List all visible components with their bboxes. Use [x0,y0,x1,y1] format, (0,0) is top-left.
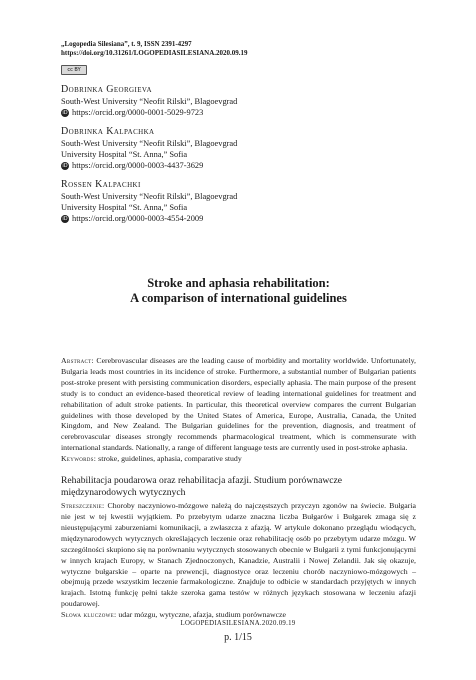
abstract-label: Abstract: [61,356,95,365]
orcid-icon: iD [62,162,68,169]
title-line-1: Stroke and aphasia rehabilitation: [147,276,330,290]
orcid-row [61,160,416,171]
streszczenie-text: Choroby naczyniowo-mózgowe należą do najczęstszych przyczyn zgonów na świecie. Bułgaria nie jest w tej kwestii wyjątkiem. Po przebytym udarze znaczna liczba Bułgarów i Bułgarek zmaga się z nieustępującymi zaburzeniami komunikacji, a zwłaszcza z afazją. W artykule dokonano przeglądu wiodących, międzynarodowych wytycznych określających leczenie oraz rehabilitację osób po przebytym udarze mózgu. W szczególności skupiono się na porównaniu wytycznych stosowanych obecnie w Bułgarii z tymi funkcjonującymi w innych krajach Europy, w Stanach Zjednoczonych, Kanadzie, Australii i Nowej Zelandii. Jak się okazuje, wytyczne bułgarskie – oparte na prewencji, diagnostyce oraz leczeniu chorób naczyniowo-mózgowych – obejmują przede wszystkim leczenie farmakologiczne. Znajduje to odbicie w standardach przyjętych w innych krajach. Istotną funkcję pełni także szeroka gama testów w różnych językach stosowana w leczeniu afazji poudarowej. [61,501,416,609]
orcid-row [61,107,416,118]
doi-link[interactable]: https://doi.org/10.31261/LOGOPEDIASILESIANA.2020.09.19 [61,49,248,57]
abstract-en [61,356,416,465]
orcid-row [61,213,416,224]
polish-keywords-text: udar mózgu, wytyczne, afazja, studium porównawcze [118,610,286,620]
author-block-3 [61,179,416,224]
orcid-link[interactable]: https://orcid.org/0000-0003-4554-2009 [72,214,204,223]
orcid-icon: iD [62,215,68,222]
author-block-2 [61,126,416,171]
abstract-pl [61,501,416,621]
footer-doi: LOGOPEDIASILESIANA.2020.09.19 [180,620,296,627]
author-affiliation: South-West University “Neofit Rilski”, Blagoevgrad [61,139,238,148]
keywords-text: stroke, guidelines, aphasia, comparative study [98,454,242,464]
author-name: Rossen Kalpachki [61,179,141,190]
orcid-icon: iD [62,109,68,116]
author-name: Dobrinka Georgieva [61,84,152,95]
page-number: p. 1/15 [224,632,252,643]
cc-license-icon[interactable]: cc BY [61,65,87,75]
title-line-2: A comparison of international guidelines [130,291,347,305]
author-affiliation: South-West University “Neofit Rilski”, Blagoevgrad [61,192,238,201]
article-title [61,276,416,306]
streszczenie-label: Streszczenie: [61,501,105,511]
polish-keywords-label: Słowa kluczowe: [61,610,117,620]
keywords-label: Keywords: [61,454,97,464]
author-block-1 [61,84,416,118]
author-affiliation: University Hospital “St. Anna,” Sofia [61,203,188,212]
abstract-text: Cerebrovascular diseases are the leading cause of morbidity and mortality worldwide. Unfortunately, Bulgaria leads most countries in its incidence of stroke. Furthermore, a substantial number of Bulgarian patients post-stroke present with persisting communication disorders, especially aphasia. The main purpose of the present study is to conduct an evidence-based theoretical review of leading international guidelines for treatment and rehabilitation of adult stroke patients. In particular, this theoretical overview compares the current Bulgarian guidelines with those developed by the United States of America, Europe, Australia, Canada, the United Kingdom, and New Zealand. The Bulgarian guidelines for the prevention, diagnosis, and treatment of cerebrovascular diseases strongly recommends pharmacological treatment, which is commensurate with international standards. Nationally, a range of different language tests are currently used in post-stroke aphasia. [61,356,416,453]
article-page [61,40,416,621]
orcid-link[interactable]: https://orcid.org/0000-0001-5029-9723 [72,108,204,117]
orcid-link[interactable]: https://orcid.org/0000-0003-4437-3629 [72,161,204,170]
polish-title: Rehabilitacja poudarowa oraz rehabilitacja afazji. Studium porównawcze międzynarodowych wytycznych [61,475,343,499]
journal-citation: „Logopedia Silesiana”, t. 9, ISSN 2391-4297 [61,40,192,48]
author-affiliation: University Hospital “St. Anna,” Sofia [61,150,188,159]
author-affiliation: South-West University “Neofit Rilski”, Blagoevgrad [61,97,238,106]
author-name: Dobrinka Kalpachka [61,126,155,137]
